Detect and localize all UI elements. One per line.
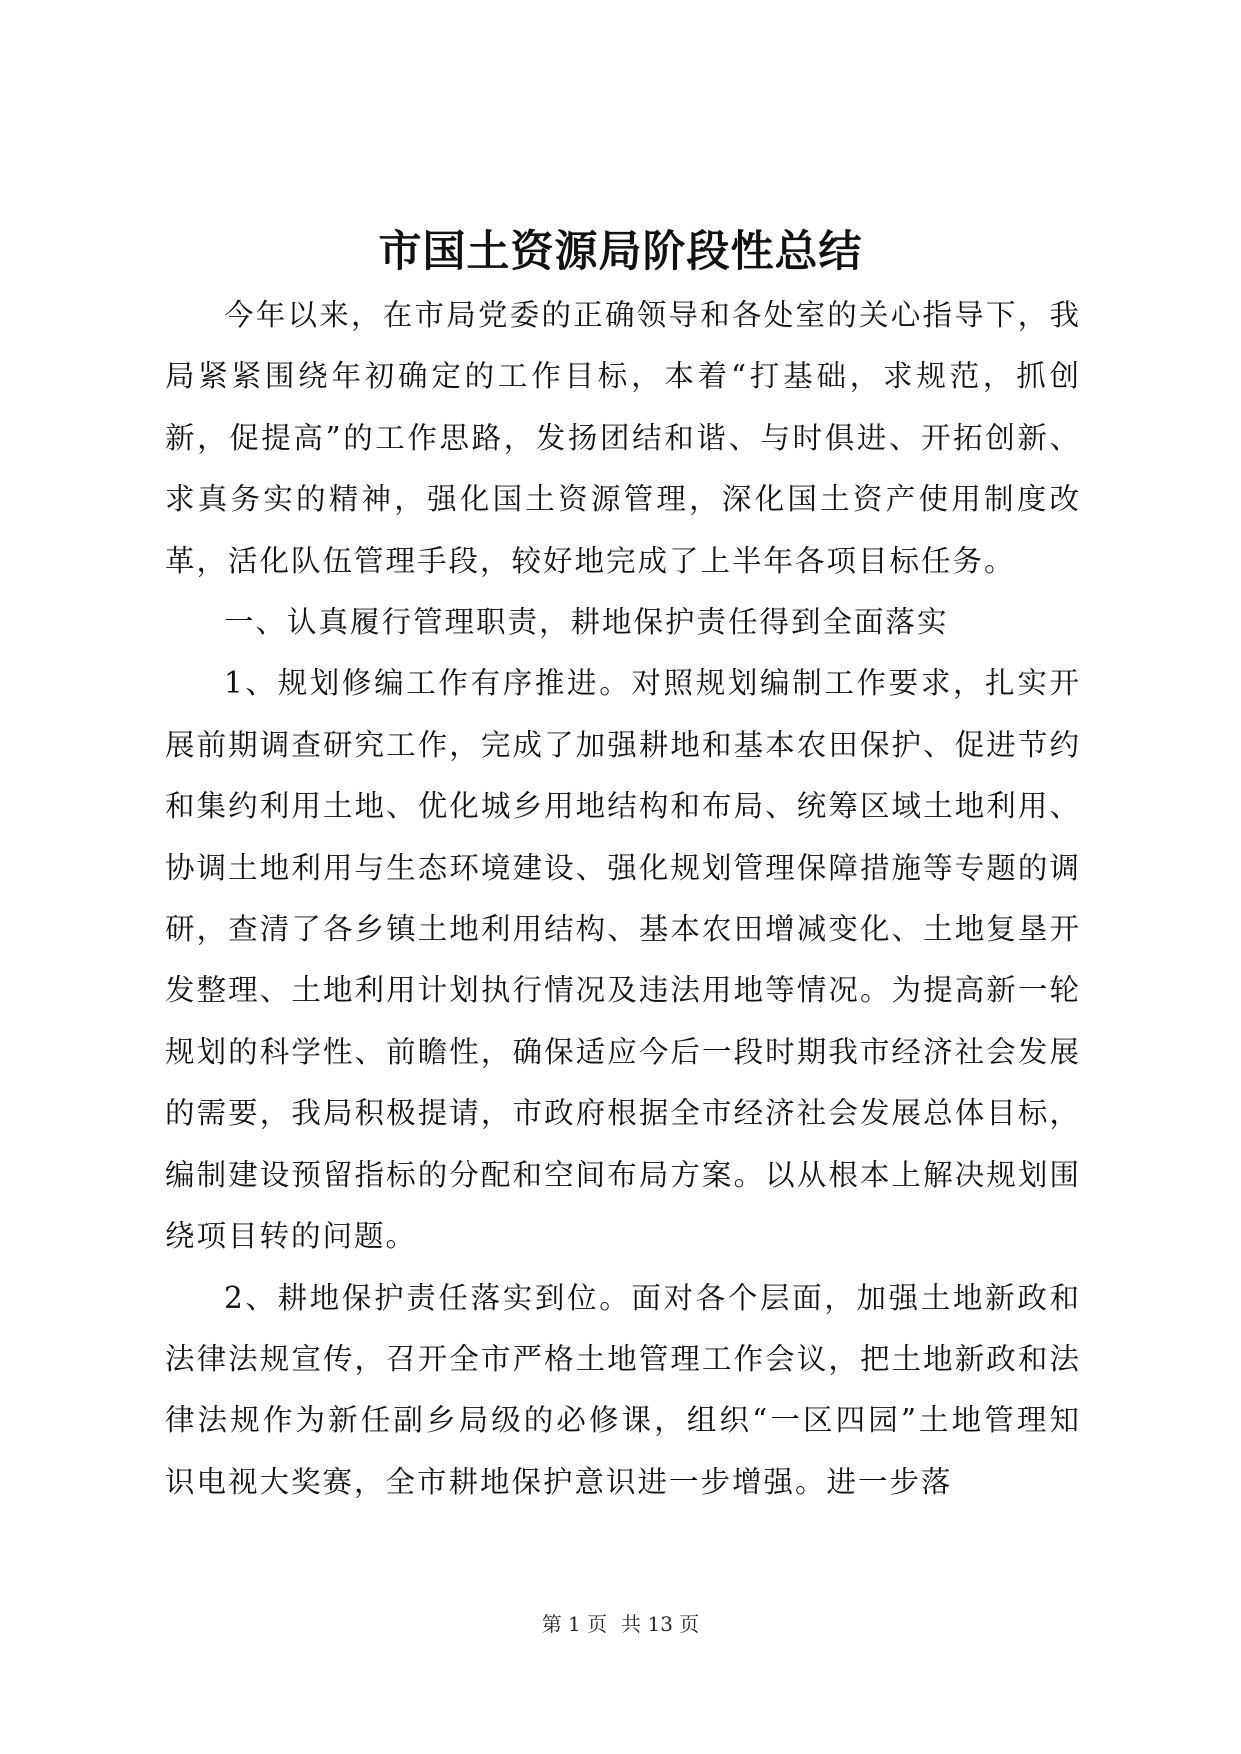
paragraph-intro: 今年以来，在市局党委的正确领导和各处室的关心指导下，我局紧紧围绕年初确定的工作目标，本着“打基础，求规范，抓创新，促提高”的工作思路，发扬团结和谐、与时俱进、开拓创新、求真务实的精神，强化国土资源管理，深化国土资产使用制度改革，活化队伍管理手段，较好地完成了上半年各项目标任务。 <box>165 298 1081 578</box>
section-heading-1: 一、认真履行管理职责，耕地保护责任得到全面落实 <box>224 605 949 640</box>
paragraph-item-1: 1、规划修编工作有序推进。对照规划编制工作要求，扎实开展前期调查研究工作，完成了加强耕地和基本农田保护、促进节约和集约利用土地、优化城乡用地结构和布局、统筹区域土地利用、协调土地利用与生态环境建设、强化规划管理保障措施等专题的调研，查清了各乡镇土地利用结构、基本农田增减变化、土地复垦开发整理、土地利用计划执行情况及违法用地等情况。为提高新一轮规划的科学性、前瞻性，确保适应今后一段时期我市经济社会发展的需要，我局积极提请，市政府根据全市经济社会发展总体目标，编制建设预留指标的分配和空间布局方案。以从根本上解决规划围绕项目转的问题。 <box>165 666 1081 1254</box>
page-footer <box>0 1610 1241 1638</box>
page-total: 共 13 页 <box>621 1612 700 1636</box>
page-number: 第 1 页 <box>541 1612 608 1636</box>
document-title: 市国土资源局阶段性总结 <box>378 227 863 277</box>
paragraph-item-2: 2、耕地保护责任落实到位。面对各个层面，加强土地新政和法律法规宣传，召开全市严格土地管理工作会议，把土地新政和法律法规作为新任副乡局级的必修课，组织“一区四园”土地管理知识电视大奖赛，全市耕地保护意识进一步增强。进一步落 <box>165 1280 1081 1499</box>
document-body <box>165 285 1081 1513</box>
